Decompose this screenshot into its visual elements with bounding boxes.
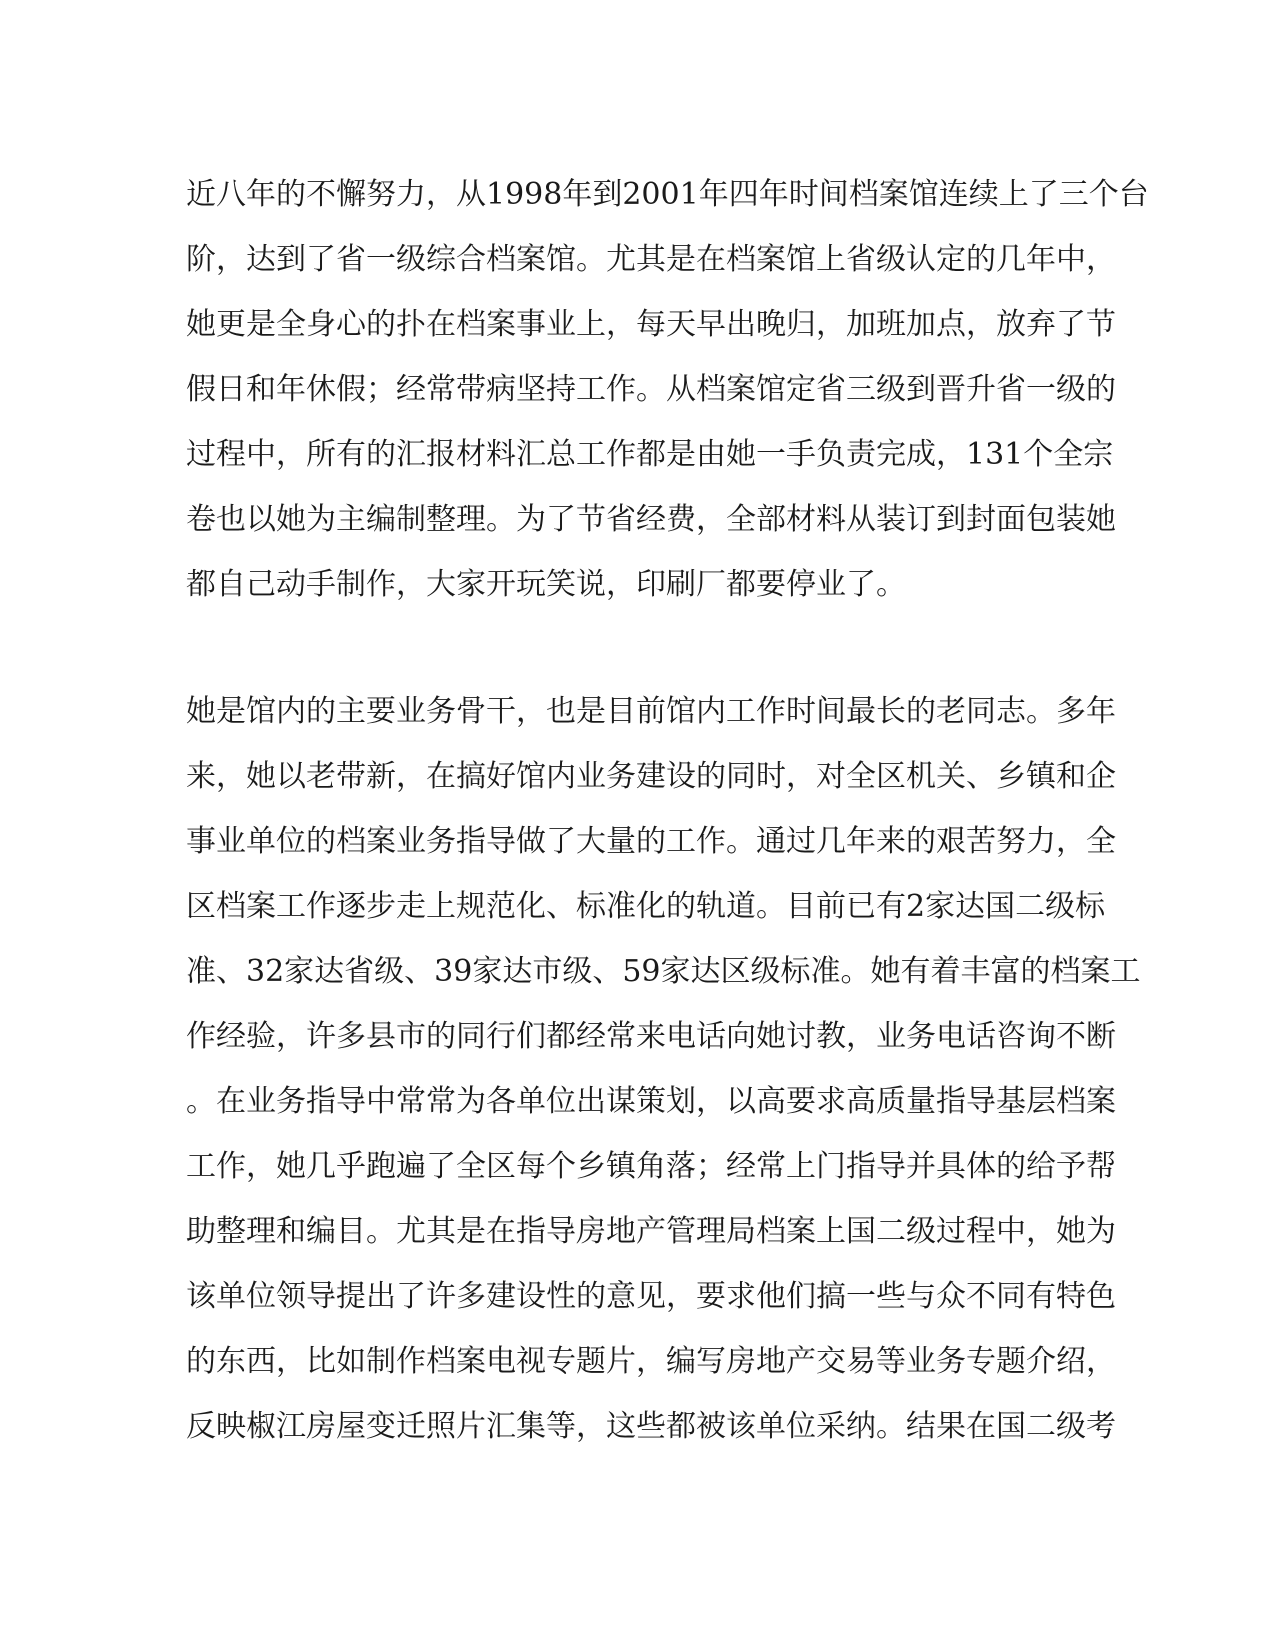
text-line: 都自己动手制作，大家开玩笑说，印刷厂都要停业了。 (186, 567, 906, 602)
text-line: 阶，达到了省一级综合档案馆。尤其是在档案馆上省级认定的几年中， (186, 242, 1116, 277)
text-line: 卷也以她为主编制整理。为了节省经费，全部材料从装订到封面包装她 (186, 502, 1116, 537)
text-line: 她是馆内的主要业务骨干，也是目前馆内工作时间最长的老同志。多年 (186, 694, 1116, 729)
text-line: 该单位领导提出了许多建设性的意见，要求他们搞一些与众不同有特色 (186, 1279, 1116, 1314)
text-line: 事业单位的档案业务指导做了大量的工作。通过几年来的艰苦努力，全 (186, 824, 1116, 859)
text-line: 她更是全身心的扑在档案事业上，每天早出晚归，加班加点，放弃了节 (186, 307, 1116, 342)
text-line: 区档案工作逐步走上规范化、标准化的轨道。目前已有2家达国二级标 (186, 889, 1106, 924)
paragraph-2 (186, 679, 1141, 1459)
text-line: 假日和年休假；经常带病坚持工作。从档案馆定省三级到晋升省一级的 (186, 372, 1116, 407)
text-line: 近八年的不懈努力，从1998年到2001年四年时间档案馆连续上了三个台 (186, 177, 1149, 212)
paragraph-1 (186, 162, 1149, 617)
text-line: 反映椒江房屋变迁照片汇集等，这些都被该单位采纳。结果在国二级考 (186, 1409, 1116, 1444)
text-line: 助整理和编目。尤其是在指导房地产管理局档案上国二级过程中，她为 (186, 1214, 1116, 1249)
text-line: 准、32家达省级、39家达市级、59家达区级标准。她有着丰富的档案工 (186, 954, 1141, 989)
text-line: 。在业务指导中常常为各单位出谋策划，以高要求高质量指导基层档案 (186, 1084, 1116, 1119)
text-line: 的东西，比如制作档案电视专题片，编写房地产交易等业务专题介绍， (186, 1344, 1116, 1379)
text-line: 过程中，所有的汇报材料汇总工作都是由她一手负责完成，131个全宗 (186, 437, 1114, 472)
text-line: 来，她以老带新，在搞好馆内业务建设的同时，对全区机关、乡镇和企 (186, 759, 1116, 794)
text-line: 工作，她几乎跑遍了全区每个乡镇角落；经常上门指导并具体的给予帮 (186, 1149, 1116, 1184)
text-line: 作经验，许多县市的同行们都经常来电话向她讨教，业务电话咨询不断 (186, 1019, 1116, 1054)
